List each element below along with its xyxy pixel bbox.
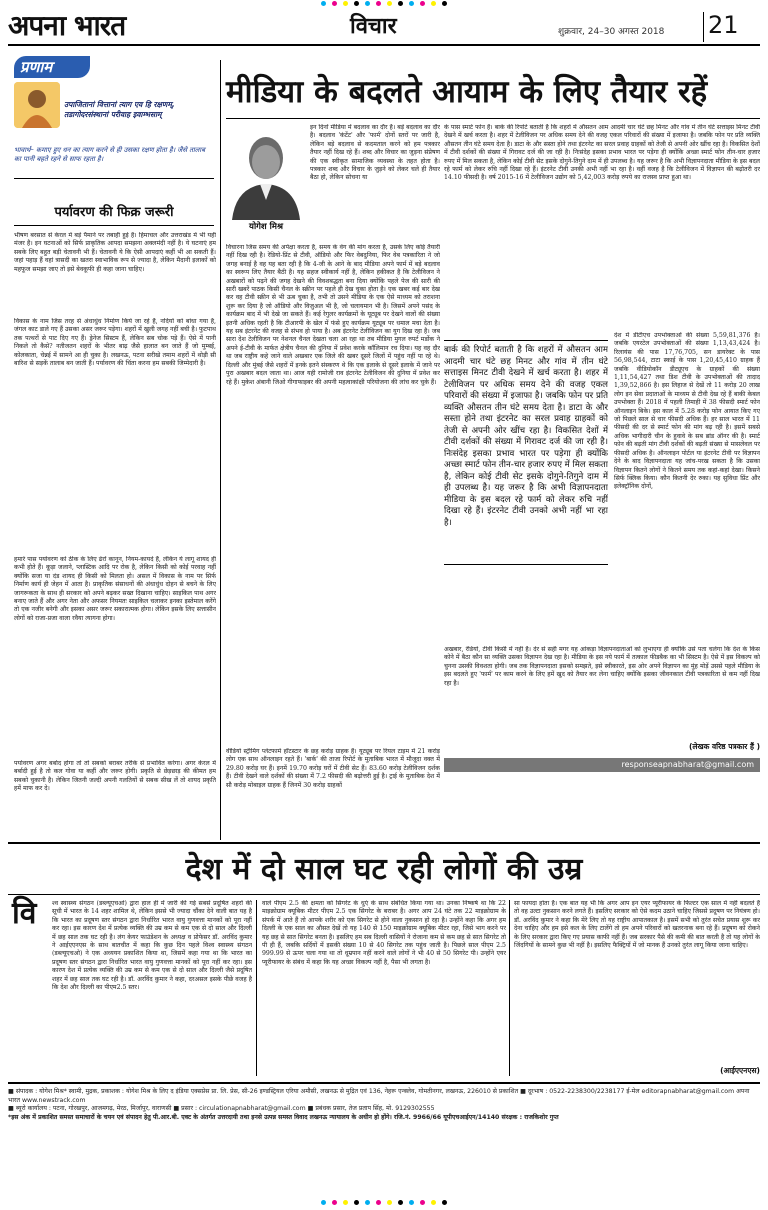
left-article-p1: भीषण बरसात से केरल में बड़े पैमाने पर तबाही हुई है। हिमाचल और उत्तराखंड में भी यही मंजर है। इन घटनाओं को सिर्फ प्राकृतिक आपदा समझना अक्लमंदी नहीं है। ये घटनाएं हम सबके लिए बहुत बड़ी चेतावनी भी हैं। चेतावनी ये कि ऐसी आपदाएं कहीं भी आ सकती हैं। जहां पहाड़ हैं वहां त्रासदी का खतरा स्वाभाविक रूप से ज्यादा है, लेकिन मैदानी इलाकों को महफूज समझा जाए तो इसे बेवकूफी ही कहा जाना चाहिए। bbox=[14, 232, 216, 273]
bottom-source: (आईएएनएस) bbox=[720, 1066, 760, 1075]
left-article-p2: विकास के नाम जिस तरह से अंधाधुंध निर्माण किये जा रहे हैं, नदियों को बांधा गया है, जंगल काट डाले गए हैं उसका असर जरूर पड़ेगा। शहरों में खुली जगह नहीं बची है। फुटपाथ तक पत्थरों से पाट दिए गए हैं। ड्रेनेज सिस्टम हैं, लेकिन सब चोक पड़े हैं। ऐसे में पानी निकले तो कैसे? नतीजतन शहरों के भीतर बाढ़ जैसे हालात बन जाते हैं जो मुम्बई, कोलकाता, चेन्नई में सामने आ ही चुका है। लखनऊ, पटना सरीखे तमाम शहरों में थोड़ी सी बारिश से सड़कें तालाब बन जाती हैं। पर्यावरण की चिंता करना हम सबकी जिम्मेदारी है। bbox=[14, 318, 216, 368]
footer-line-1: ■ संपादक : योगेश मिश्र* स्वामी, मुद्रक, प्रकाशक : योगेश मिश्र के लिए द इंडिया एक्सप्रेस प्रा. लि. प्रेस, सी-26 इण्डस्ट्रियल एरिया अमौसी, लखनऊ से मुद्रित एवं 136, नेहरू एन्क्लेव, गोमतीनगर, लखनऊ, 226010 से प्रकाशित ■ दूरभाष : 0522-2238300/2238177 ई-मेल editorapnabharat@gmail.com अपना भारत www.newstrack.com bbox=[8, 1088, 750, 1104]
registration-marks-bottom bbox=[0, 1200, 768, 1206]
bottom-col2: वाले पीएम 2.5 की क्षमता को सिगरेट के धुएं के साथ संबंधित किया गया था। उनका निष्कर्ष था कि 22 माइक्रोग्राम क्यूबिक मीटर पीएम 2.5 एक सिगरेट के बराबर है। अगर आप 24 घंटे तक 22 माइक्रोग्राम के संपर्क में आते हैं तो आपके शरीर को एक सिगरेट से होने वाला नुकसान हो रहा है। उन्होंने कहा कि अगर हम दिल्ली के एक साल का औसत देखें तो यह 140 से 150 माइक्रोग्राम क्यूबिक मीटर रहा, जिसे भाग करने पर यह छह से सात सिगरेट बनता है। इसलिए हम सब दिल्ली वासियों ने रोजाना कम से कम छह से सात सिगरेट तो पी ही हैं, जबकि सर्दियों में इसकी संख्या 10 से 40 सिगरेट तक पहुंच जाती है। पिछले साल पीएम 2.5 999.99 से ऊपर चला गया था तो धूम्रपान नहीं करने वाले लोगों ने भी 40 से 50 सिगरेट पी। उन्होंने एयर प्यूरीफायर के संबंध में कहा कि यह अच्छा विकल्प नहीं है, पैसा भी लगता है। bbox=[262, 900, 506, 966]
author-note: (लेखक वरिष्ठ पत्रकार हैं ) bbox=[688, 742, 760, 751]
left-article-p3: हमारे पास पर्यावरण को ठीक के लिए ढेरों कानून, नियम-कायदे हैं, लेकिन ये लागू शायद ही कभी होते हैं। कूड़ा जलाने, प्लास्टिक आदि पर रोक है, लेकिन किसी को कोई परवाह नहीं क्योंकि सजा या दंड शायद ही किसी को मिलता हो। असल में विकास के नाम पर सिर्फ निर्माण कार्य ही जेहन में आता है। प्राकृतिक संसाधनों की अंधाधुंध दोहन से बचने के लिए जागरूकता के साथ ही सरकार को अपने बढ़कर सख्त दिखाना चाहिए। साइकिल पाथ अगर बनाए जाते हैं और अगर नेता और अफसर नियमतः साइकिल चलाकर इनका इस्तेमाल करेंगे तो एक नजीर बनेगी और इसका असर जरूर सकारात्मक होगा। लेकिन इसके लिए सत्तासीन लोगों को राजा-प्रजा वाला रवैया त्यागना होगा। bbox=[14, 556, 216, 622]
pranam-quote: उपाजितानां वित्तानां त्याग एव हि रक्षणम्, तडागोदरसंस्थानां परीवाह इवाम्भसाम् bbox=[64, 100, 175, 119]
masthead-rule bbox=[8, 44, 760, 46]
pull-quote-text: बार्क की रिपोर्ट बताती है कि शहरों में औसतन आम आदमी चार घंटे छह मिनट और गांव में तीन घंटे सत्ताइस मिनट टीवी देखने में खर्च करता है। शहर में टेलीविजन पर अधिक समय देने की वजह एकल परिवारों की संख्या में इजाफा है। जबकि फोन पर प्रति व्यक्ति औसतन तीन घंटे समय देता है। डाटा के और सस्ता होने तथा इंटरनेट का सरल प्रवाह ग्राहकों को तेजी से अपनी ओर खींच रहा है। विकसित देशों में टीवी दर्शकों की संख्या में गिरावट दर्ज की जा रही है। निःसंदेह इसका प्रभाव भारत पर पड़ेगा ही क्योंकि अच्छा स्मार्ट फोन तीन-चार हजार रुपए में मिल सकता है, लेकिन कोई टीवी सेट इसके दोगुने-तिगुने दाम में ही उपलब्ध है। यह जरूर है कि अभी विज्ञापनदाता मीडिया के इस बदल रहे फार्म को लेकर रुचि नहीं दिखा रहे हैं। इंटरनेट टीवी उनको अभी नहीं भा रहा है। bbox=[444, 345, 608, 528]
dropcap: वि bbox=[12, 896, 37, 931]
main-article-title: मीडिया के बदलते आयाम के लिए तैयार रहें bbox=[226, 74, 708, 110]
sage-portrait bbox=[14, 82, 60, 128]
pranam-meaning: भावार्थ– कमाए हुए धन का त्याग करने से ही उसका रक्षण होता है। जैसे तालाब का पानी बहते रहने से साफ रहता है। bbox=[14, 146, 205, 163]
left-article-p4: पर्यावरण अगर बर्बाद होगा तो तो सबको बराबर तरीके से प्रभावित करेगा। अगर केरल में बर्बादी हुई है तो कल गोवा या कहीं और जरूर होगी। प्रकृति से छेड़छाड़ की कीमत हम सबको चुकानी है। लेकिन जितनी जल्दी अपनी गलतियों से सबक सीख लें तो शायद प्रकृति हमें माफ कर दे। bbox=[14, 760, 216, 793]
section-name: विचार bbox=[350, 14, 397, 39]
bottom-col3: सा फायदा होता है। एक बात यह भी कि अगर आप इन एयर प्यूरीफायर के फिल्टर एक साल में नहीं बदलते हैं तो वह उल्टा नुकसान करने लगते हैं। इसलिए सरकार को ऐसे कदम उठाने चाहिए जिससे प्रदूषण पर नियंत्रण हो। डॉ. अरविंद कुमार ने कहा कि मेरे लिए तो यह राष्ट्रीय आपातकाल है। इसमें सभी को तुरंत सचेत प्रयास शुरू कर देना चाहिए और हम इसे कल के लिए टालेंगे तो हम अपने परिवारों को खतरनाक बना रहे हैं। प्रदूषण को रोकने के लिए सरकार द्वारा किए गए प्रयास काफी नहीं हैं। जब सरकार पैसे की कमी की बात करती है तो यह लोगों के जिंदगियों के सामने कुछ भी नहीं है। इसलिए फैक्ट्रियों में जो मानक हैं उनको तुरंत लागू किया जाना चाहिए। bbox=[514, 900, 760, 950]
main-wide-bottom: अखबार, रेडियो, टीवी किसी में नहीं है। देर से सही मगर यह आंकड़ा विज्ञापनदाताओं को लुभाएगा ही क्योंकि उसे पता चलेगा कि देश के किस कोने में बैठा कौन सा व्यक्ति उसका विज्ञापन देख रहा है। मीडिया के इस नये फार्म में तत्काल फीडबैक का भी सिस्टम है। ऐसे में इस विकल्प को चुनना उसकी विवशता होगी। जब तक विज्ञापनदाता इसको समझते, इसे स्वीकारते, इस ओर अपने विज्ञापन का मुंह मोड़ें उससे पहले मीडिया के इस बदलते हुए 'फार्म' पर काम करने के लिए हमें खुद को तैयार कर लेना चाहिए क्योंकि इसका जीवनकाल टीवी पत्रकारिता से कम नहीं दिख रहा है। bbox=[444, 646, 760, 687]
main-col1-body: विचारना जिस समय की अपेक्षा करता है, समय के वेग की मांग करता है, उसके लिए कोई तैयारी नहीं दिख रही है। रेडियो-प्रिंट से टीवी, ऑडियो और फिर वेबदुनिया, फिर वेब पत्रकारिता ने जो जगह बनाई है वह यह बता रही है कि 4-जी के आने के बाद मीडिया अपने फार्म में बड़े बदलाव का स्वरूप लिए तैयार बैठी है। यह सहज स्वीकार्य नहीं है, लेकिन हकीकत है कि टेलीविजन ने अखबारों को पढ़ने की जगह देखने की विवशबद्धता बना दिया क्योंकि पहले पेज की सारी की सारी खबरें पाठक किसी चैनल के स्क्रीन पर पहले ही देख चुका होता है। एक खबर कई बार देख कर वह टीवी स्क्रीन से भी ऊब चुका है, तभी तो उसने मीडिया के एक ऐसे माध्यम को तराशना शुरू कर दिया है जो ऑडियो और विजुअल भी है, जो चलायमान भी है। जिसमें अपने पसंद के कार्यक्रम बाद में भी देखे जा सकते हैं। कई रेगुलर कार्यक्रमों के यूट्यूब पर देखने वालों की संख्या इतनी अधिक रहती है कि टीआरपी के खेल में फंसे हुए कार्यक्रम यूट्यूब पर धमाल मचा देता है। यह सब इंटरनेट की वजह से संभव हो पाया है। अब इंटरनेट टेलीविजन का युग दिख रहा है। जब सारा देश टेलीविजन पर नेशनल चैनल देखता चला आ रहा था तब मीडिया मुगल रुपर्ट मर्डोक ने अपने ई-टीवी के मार्फत क्षेत्रीय चैनल की दुनिया में प्रवेश करके कॉलिमान रच दिया। यह वह दौर था जब राष्ट्रीय कहे जाने वाले अखबार एक जिले की खबर दूसरे जिलों में पहुंच नहीं पा रहे थे। दिल्ली और मुंबई जैसे शहरों में इनके इतने संस्करण थे कि एक इलाके से दूसरे इलाके में जाने पर पुरा अखबार बदल जाता था। आज यही रामोजी राव इंटरनेट टेलीविजन की दुनिया में प्रवेश कर रहे हैं। मुकेश अंबानी जिओ गीगाफाइबर की अपनी महत्वाकांक्षी परियोजना की लांच कर चुके हैं। bbox=[226, 244, 440, 386]
main-col2-top: के पास स्मार्ट फोन है। बार्क की रिपोर्ट बताती है कि शहरों में औसतन आम आदमी चार घंटे छह मिनट और गांव में तीन घंटे सत्ताइस मिनट टीवी देखने में खर्च करता है। शहर में टेलीविजन पर अधिक समय देने की वजह एकल परिवारों की संख्या में इजाफा है। जबकि फोन पर प्रति व्यक्ति औसतन तीन घंटे समय देता है। डाटा के और सस्ता होने तथा इंटरनेट का सरल प्रवाह ग्राहकों को तेजी से अपनी ओर खींच रहा है। विकसित देशों में टीवी दर्शकों की संख्या में गिरावट दर्ज की जा रही है। निःसंदेह इसका प्रभाव भारत पर पड़ेगा ही क्योंकि अच्छा स्मार्ट फोन तीन-चार हजार रुपए में मिल सकता है, लेकिन कोई टीवी सेट इसके दोगुने-तिगुने दाम में ही उपलब्ध है। यह जरूर है कि अभी विज्ञापनदाता मीडिया के इस बदल रहे फार्म को लेकर रुचि नहीं दिखा रहे हैं। इंटरनेट टीवी उनकी अभी नहीं भा रहा है। वहीं वजह है कि टेलीविजन में विज्ञापन की बढ़ोतरी दर 14.10 फीसदी है। वर्ष 2015-16 में टेलीविजन उद्योग को 5,42,003 करोड़ रुपये का राजस्व प्राप्त हुआ था। bbox=[444, 124, 760, 182]
footer-line-3: *इस अंक में प्रकाशित समस्त समाचारों के चयन एवं संपादन हेतु पी.आर.बी. एक्ट के अंतर्गत उत्तरदायी तथा इनसे उत्पन्न समस्त विवाद लखनऊ न्यायालय के अधीन हो होंगे। रजि.नं. 9966/66 यूपीएचआईएन/14140 संरक्षक : राजकिशोर गुप्त bbox=[8, 1113, 559, 1121]
pull-quote bbox=[444, 340, 608, 565]
main-col1-bottom: वीडियो स्ट्रीमिंग प्लेटफार्म हॉटस्टार के छह करोड़ ग्राहक हैं। यूट्यूब पर रियल टाइम में 21 करोड़ लोग एक साथ ऑनलाइन रहते हैं। 'बार्क' की ताजा रिपोर्ट के मुताबिक भारत में मौजूदा वक्त में 29.80 करोड़ घर हैं। इनमें 19.70 करोड़ घरों में टीवी सेट हैं। 83.60 करोड़ टेलीविजन दर्शक हैं। टीवी देखने वाले दर्शकों की संख्या में 7.2 फीसदी की बढ़ोत्तरी हुई है। ट्राई के मुताबिक देश में सौ करोड़ मोबाइल ग्राहक हैं जिनमें 30 करोड़ ग्राहकों bbox=[226, 748, 440, 789]
pranam-label: प्रणाम bbox=[14, 56, 90, 78]
email-bar bbox=[444, 758, 760, 772]
brand-logo: अपना भारत bbox=[8, 9, 126, 42]
footer-imprint bbox=[8, 1088, 760, 1122]
issue-date: शुक्रवार, 24–30 अगस्त 2018 bbox=[558, 27, 665, 37]
page-number: 21 bbox=[708, 11, 739, 39]
author-photo bbox=[226, 124, 306, 220]
bottom-article-title: देश में दो साल घट रही लोगों की उम्र bbox=[185, 852, 583, 887]
left-article-title: पर्यावरण की फिक्र जरूरी bbox=[54, 205, 174, 220]
email-text: responseapnabharat@gmail.com bbox=[621, 760, 754, 769]
author-name: योगेश मिश्र bbox=[249, 222, 283, 232]
footer-line-2: ■ ब्यूरो कार्यालय : पटना, गोरखपुर, आजमगढ़, मेरठ, मिर्जापुर, वाराणसी ■ प्रसार : circulationapnabharat@gmail.com ■ प्रबंधक प्रसार, तेज प्रताप सिंह, मो. 9129302555 bbox=[8, 1105, 435, 1113]
main-col3-top: देश में डीटीएच उपभोक्ताओं की संख्या 5,59,81,376 है। जबकि एयरटेल उपभोक्ताओं की संख्या 1,13,43,424 है। रिलायंस की पास 17,76,705, सन डायरेक्ट के पास 56,98,544, टाटा स्काई के पास 1,20,45,410 ग्राहक हैं जबकि वीडियोकॉन डीट्यूएच के ग्राहकों की संख्या 1,11,54,427 तथा डिश टीवी के उपभोक्ताओं की तादाद 1,39,52,866 है। इस लिहाज से देखें तो 11 करोड़ 20 लाख लोग इन सेवा प्रदाताओं के माध्यम से टीवी देख रहे हैं बाकी केबल उपभोक्ता हैं। 2018 में पहली तिमाही में 38 फीसदी स्मार्ट फोन ऑनलाइन बिके। इस काल में 5.28 करोड़ फोन आयात किए गए जो पिछले साल से चार फीसदी अधिक हैं। हर साल भारत में 11 फीसदी की दर से स्मार्ट फोन की मांग बढ़ रही है। इसमें सबसे अधिक भागीदारी चीन के हुवावे के सब ब्रांड ऑनर की है। स्मार्ट फोन की बढ़ती मांग टीवी दर्शकों की बढ़ती संख्या से मासलेवल पर फीसदी अधिक है। ऑनलाइन पोर्टल या इंटरनेट टीवी पर विज्ञापन देने के बाद विज्ञापनदाता यह जांच-परख सकता है कि उसका विज्ञापन कितने लोगों ने कितने समय तक कहां-कहां देखा। किसने सिर्फ क्लिक किया। कौन कितनी देर रुका। यह सुविधा प्रिंट और इलेक्ट्रॉनिक दोनों, bbox=[614, 332, 760, 491]
bottom-col1: श्व स्वास्थ्य संगठन (डब्ल्यूएचओ) द्वारा हाल ही में जारी की गई सबसे प्रदूषित शहरों की सूची में भारत के 14 शहर शामिल थे, लेकिन इससे भी ज्यादा चौंका देने वाली बात यह है कि भारत का प्रदूषण स्तर संगठन द्वारा निर्धारित भारत वायु गुणवत्ता मानकों को पूरा नहीं कर रहा। इस कारण देश में प्रत्येक व्यक्ति की उम्र कम से कम एक से दो साल और दिल्ली में छह साल तक घट रही है। लंग केयर फाउंडेशन के अध्यक्ष व प्रोफेसर डॉ. अरविंद कुमार ने आईएएनएस के साथ बातचीत में कहा कि कुछ दिन पहले विश्व स्वास्थ्य संगठन (डब्ल्यूएचओ) ने एक अध्ययन प्रकाशित किया था, जिसमें कहा गया था कि भारत का प्रदूषण स्तर संगठन द्वारा निर्धारित भारत वायु गुणवत्ता मानकों को पूरा नहीं कर रहा। इस कारण देश में प्रत्येक व्यक्ति की उम्र कम से कम एक से दो साल और दिल्ली जैसे प्रदूषित शहर में छह साल तक घट रही है। डॉ. अरविंद कुमार ने कहा, दरअसल इसके पीछे वजह है कि देश और दिल्ली का पीएम2.5 स्तर। bbox=[52, 900, 252, 992]
main-col1-intro: इन दिनों मीडिया में बदलाव का दौर है। बड़े बदलाव का दौर है। बदलाव 'कंटेंट' और 'फार्म' दोनों स्तरों पर जारी है, लेकिन बड़े बदलाव से कदमताल करने को हम पत्रकार तैयार नहीं दिख रहे हैं। शब्द और विचार का जुड़ना संप्रेषण की एक स्वीकृत सामाजिक व्यवस्था के तहत होता है। पत्रकार शब्द और विचार के जुड़ने को लेकर चले ही तैयार बैठा हो, लेकिन सोचना या bbox=[310, 124, 440, 182]
registration-marks-top bbox=[0, 1, 768, 7]
